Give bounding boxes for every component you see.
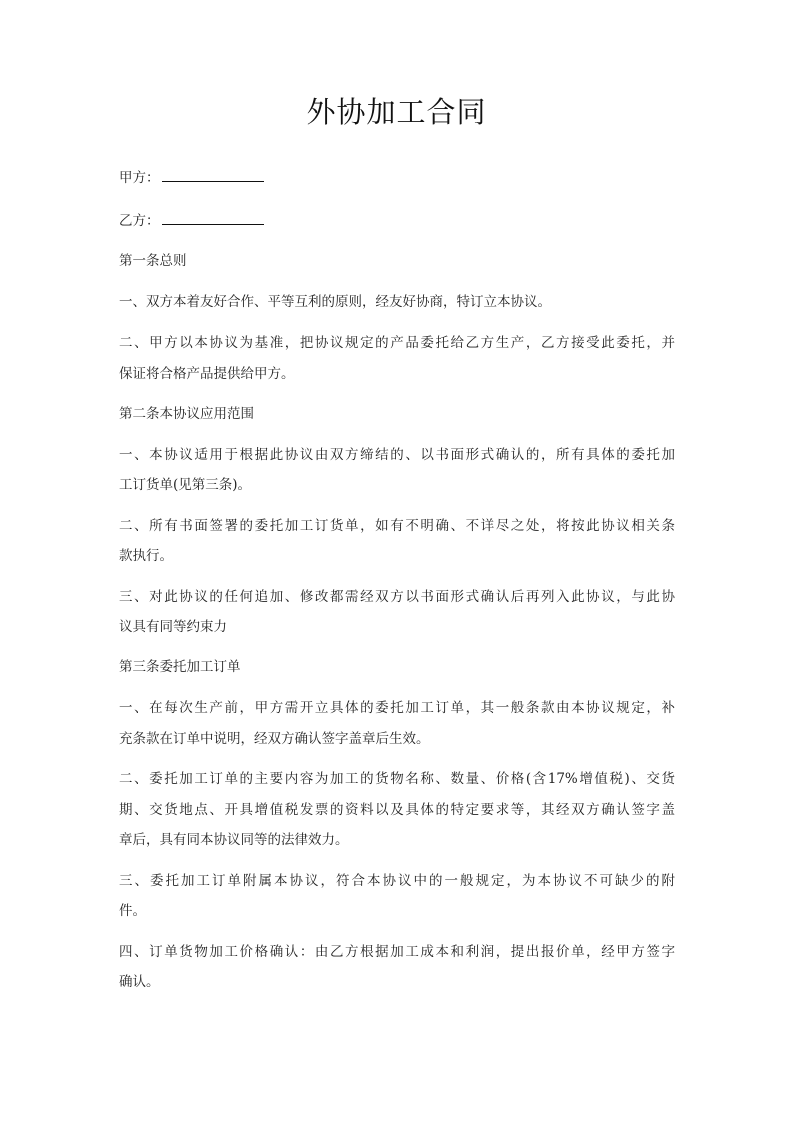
section-heading: 第三条委托加工订单 <box>119 659 241 675</box>
paragraph-line: 充条款在订单中说明，经双方确认签字盖章后生效。 <box>119 731 430 747</box>
paragraph-line: 件。 <box>119 903 146 919</box>
paragraph-line: 保证将合格产品提供给甲方。 <box>119 366 295 382</box>
paragraph-line: 三、委托加工订单附属本协议，符合本协议中的一般规定，为本协议不可缺少的附 <box>119 873 675 889</box>
paragraph-line: 期、交货地点、开具增值税发票的资料以及具体的特定要求等，其经双方确认签字盖 <box>119 802 675 818</box>
paragraph-line: 三、对此协议的任何追加、修改都需经双方以书面形式确认后再列入此协议，与此协 <box>119 589 675 605</box>
party-b-field <box>119 211 264 231</box>
paragraph-line: 工订货单(见第三条)。 <box>119 477 252 493</box>
paragraph-line: 章后，具有同本协议同等的法律效力。 <box>119 832 349 848</box>
paragraph-line: 确认。 <box>119 974 160 990</box>
paragraph-line: 四、订单货物加工价格确认：由乙方根据加工成本和利润，提出报价单，经甲方签字 <box>119 944 675 960</box>
paragraph-line: 款执行。 <box>119 548 173 564</box>
paragraph-line: 一、本协议适用于根据此协议由双方缔结的、以书面形式确认的，所有具体的委托加 <box>119 447 675 463</box>
party-a-label: 甲方： <box>119 170 160 186</box>
party-a-blank[interactable] <box>162 168 264 182</box>
section-heading: 第二条本协议应用范围 <box>119 406 254 422</box>
paragraph-line: 二、委托加工订单的主要内容为加工的货物名称、数量、价格(含17%增值税)、交货 <box>119 771 675 787</box>
paragraph-line: 议具有同等约束力 <box>119 619 227 635</box>
paragraph-line: 二、甲方以本协议为基准，把协议规定的产品委托给乙方生产，乙方接受此委托，并 <box>119 335 675 351</box>
section-heading: 第一条总则 <box>119 253 187 269</box>
paragraph-line: 一、在每次生产前，甲方需开立具体的委托加工订单，其一般条款由本协议规定，补 <box>119 700 675 716</box>
party-b-label: 乙方： <box>119 213 160 229</box>
party-a-field <box>119 168 264 188</box>
party-b-blank[interactable] <box>162 211 264 225</box>
document-title: 外协加工合同 <box>306 95 487 129</box>
paragraph-line: 一、双方本着友好合作、平等互利的原则，经友好协商，特订立本协议。 <box>119 294 551 310</box>
paragraph-line: 二、所有书面签署的委托加工订货单，如有不明确、不详尽之处，将按此协议相关条 <box>119 518 675 534</box>
